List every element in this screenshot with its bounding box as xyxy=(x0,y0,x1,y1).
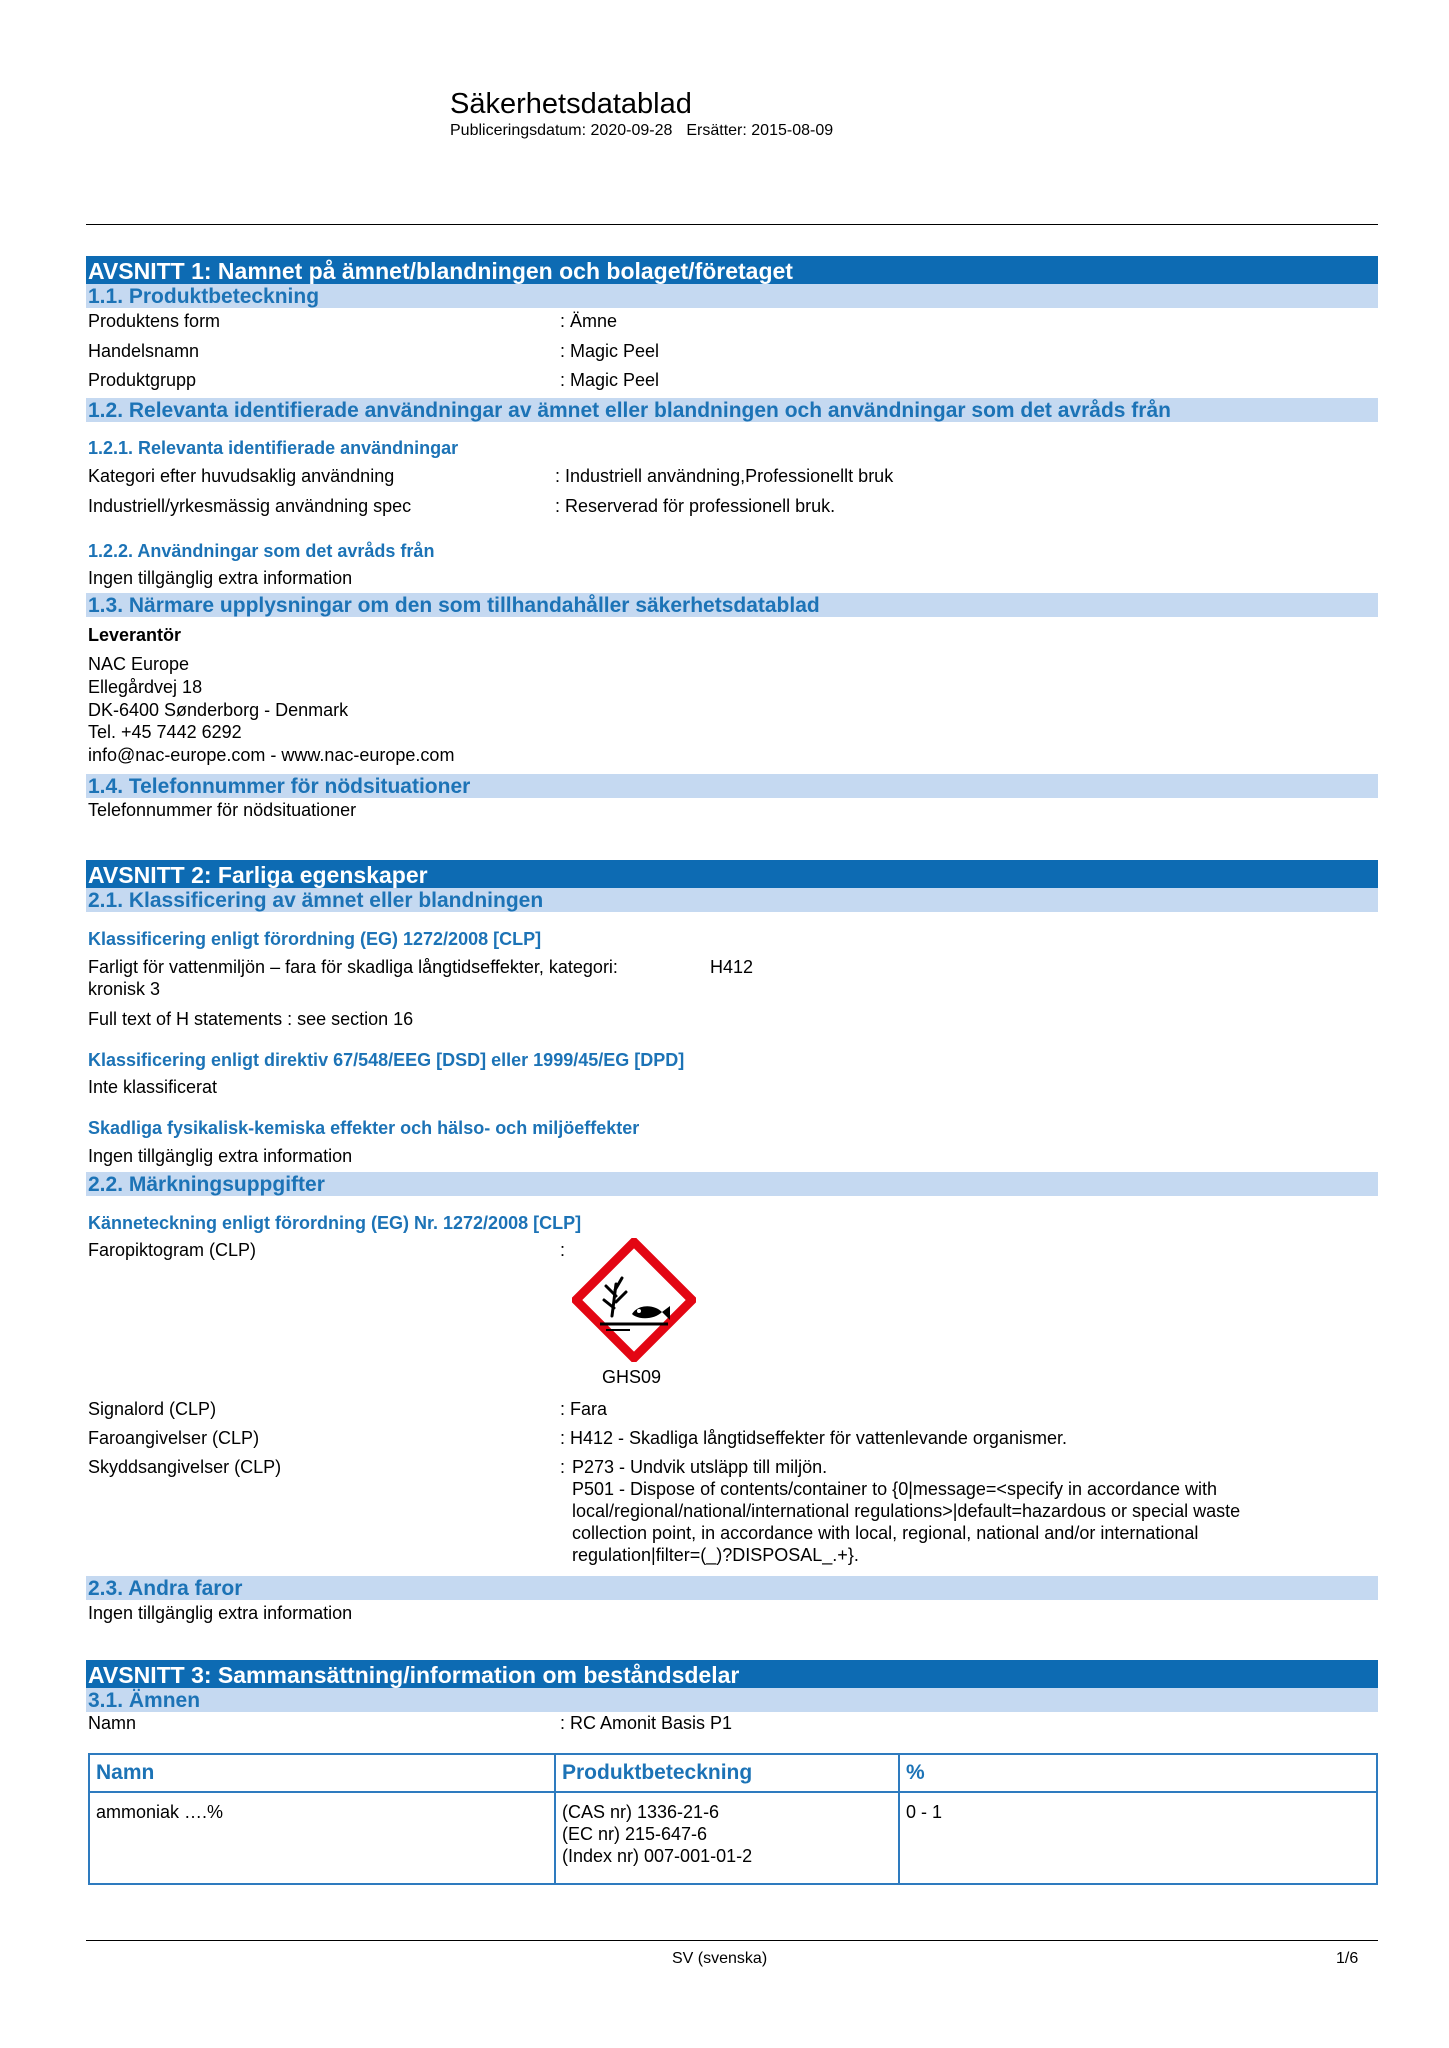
environment-hazard-icon xyxy=(572,1238,696,1362)
pictogram-label: Faropiktogram (CLP) xyxy=(88,1240,257,1260)
section-2-heading: AVSNITT 2: Farliga egenskaper xyxy=(86,860,1378,888)
supplier-phone: Tel. +45 7442 6292 xyxy=(88,722,242,742)
supplier-label: Leverantör xyxy=(88,625,182,645)
subsection-2-2-heading: 2.2. Märkningsuppgifter xyxy=(86,1172,1378,1196)
precaution-label: Skyddsangivelser (CLP) xyxy=(88,1457,282,1477)
full-text-note: Full text of H statements : see section 16 xyxy=(88,1009,414,1029)
replaces-date: Ersätter: 2015-08-09 xyxy=(686,122,834,139)
document-dates xyxy=(450,122,833,140)
product-form-value: : Ämne xyxy=(560,311,618,331)
precaution-line-4: collection point, in accordance with local, regional, national and/or international xyxy=(572,1523,1199,1543)
emergency-phone-text: Telefonnummer för nödsituationer xyxy=(88,800,357,820)
supplier-email-web: info@nac-europe.com - www.nac-europe.com xyxy=(88,745,455,765)
cell-percent: 0 - 1 xyxy=(899,1792,1377,1884)
section-3-heading: AVSNITT 3: Sammansättning/information om beståndsdelar xyxy=(86,1660,1378,1688)
supplier-street: Ellegårdvej 18 xyxy=(88,677,203,697)
product-group-value: : Magic Peel xyxy=(560,370,660,390)
industrial-use-value: : Reserverad för professionell bruk. xyxy=(555,496,836,516)
precaution-line-5: regulation|filter=(_)?DISPOSAL_.+}. xyxy=(572,1545,859,1565)
industrial-use-label: Industriell/yrkesmässig användning spec xyxy=(88,496,412,516)
column-header-identifier: Produktbeteckning xyxy=(555,1754,899,1792)
advised-against-text: Ingen tillgänglig extra information xyxy=(88,568,353,588)
other-hazards-text: Ingen tillgänglig extra information xyxy=(88,1603,353,1623)
document-title: Säkerhetsdatablad xyxy=(450,88,692,120)
subsection-2-1-heading: 2.1. Klassificering av ämnet eller blandningen xyxy=(86,888,1378,912)
substance-name-value: : RC Amonit Basis P1 xyxy=(560,1713,733,1733)
publication-date: Publiceringsdatum: 2020-09-28 xyxy=(450,122,673,139)
column-header-name: Namn xyxy=(89,1754,555,1792)
clp-classification-heading: Klassificering enligt förordning (EG) 1272/2008 [CLP] xyxy=(88,929,542,949)
index-number: (Index nr) 007-001-01-2 xyxy=(562,1846,753,1866)
header-divider xyxy=(86,224,1378,225)
signal-word-label: Signalord (CLP) xyxy=(88,1399,217,1419)
substance-name-label: Namn xyxy=(88,1713,137,1733)
use-category-value: : Industriell användning,Professionellt bruk xyxy=(555,466,894,486)
supplier-city: DK-6400 Sønderborg - Denmark xyxy=(88,700,349,720)
table-row xyxy=(89,1792,1377,1884)
footer-page-number: 1/6 xyxy=(1336,1950,1359,1967)
table-header-row xyxy=(89,1754,1377,1792)
precaution-line-1: P273 - Undvik utsläpp till miljön. xyxy=(572,1457,828,1477)
effects-text: Ingen tillgänglig extra information xyxy=(88,1146,353,1166)
subsection-3-1-heading: 3.1. Ämnen xyxy=(86,1688,1378,1712)
footer-language: SV (svenska) xyxy=(672,1950,768,1967)
product-form-label: Produktens form xyxy=(88,311,221,331)
hazard-class-line-2: kronisk 3 xyxy=(88,979,161,999)
hazard-statement-value: : H412 - Skadliga långtidseffekter för vattenlevande organismer. xyxy=(560,1428,1067,1448)
subsection-1-2-2-heading: 1.2.2. Användningar som det avråds från xyxy=(88,541,435,561)
dsd-classification-heading: Klassificering enligt direktiv 67/548/EEG [DSD] eller 1999/45/EG [DPD] xyxy=(88,1050,685,1070)
subsection-1-3-heading: 1.3. Närmare upplysningar om den som tillhandahåller säkerhetsdatablad xyxy=(86,593,1378,617)
dsd-classification-text: Inte klassificerat xyxy=(88,1077,218,1097)
subsection-1-4-heading: 1.4. Telefonnummer för nödsituationer xyxy=(86,774,1378,798)
subsection-1-2-1-heading: 1.2.1. Relevanta identifierade användningar xyxy=(88,438,459,458)
precaution-colon: : xyxy=(560,1457,566,1477)
supplier-name: NAC Europe xyxy=(88,654,190,674)
precaution-line-2: P501 - Dispose of contents/container to {0|message=<specify in accordance with xyxy=(572,1479,1218,1499)
pictogram-colon: : xyxy=(560,1240,566,1260)
column-header-percent: % xyxy=(899,1754,1377,1792)
use-category-label: Kategori efter huvudsaklig användning xyxy=(88,466,395,486)
ec-number: (EC nr) 215-647-6 xyxy=(562,1824,708,1844)
footer-divider xyxy=(86,1940,1378,1941)
hazard-class-line-1: Farligt för vattenmiljön – fara för skadliga långtidseffekter, kategori: xyxy=(88,957,618,977)
product-group-label: Produktgrupp xyxy=(88,370,197,390)
precaution-line-3: local/regional/national/international regulations>|default=hazardous or special waste xyxy=(572,1501,1241,1521)
section-1-heading: AVSNITT 1: Namnet på ämnet/blandningen och bolaget/företaget xyxy=(86,256,1378,284)
subsection-2-3-heading: 2.3. Andra faror xyxy=(86,1576,1378,1600)
signal-word-value: : Fara xyxy=(560,1399,608,1419)
cas-number: (CAS nr) 1336-21-6 xyxy=(562,1802,720,1822)
clp-labelling-heading: Känneteckning enligt förordning (EG) Nr. 1272/2008 [CLP] xyxy=(88,1213,582,1233)
subsection-1-2-heading: 1.2. Relevanta identifierade användningar av ämnet eller blandningen och användningar som det avråds från xyxy=(86,398,1378,422)
hazard-statement-label: Faroangivelser (CLP) xyxy=(88,1428,260,1448)
trade-name-label: Handelsnamn xyxy=(88,341,200,361)
composition-table xyxy=(88,1753,1378,1885)
subsection-1-1-heading: 1.1. Produktbeteckning xyxy=(86,284,1378,308)
effects-heading: Skadliga fysikalisk-kemiska effekter och hälso- och miljöeffekter xyxy=(88,1118,640,1138)
hazard-code: H412 xyxy=(710,957,754,977)
cell-name: ammoniak ….% xyxy=(89,1792,555,1884)
cell-identifiers xyxy=(555,1792,899,1884)
pictogram-code: GHS09 xyxy=(602,1367,662,1387)
trade-name-value: : Magic Peel xyxy=(560,341,660,361)
